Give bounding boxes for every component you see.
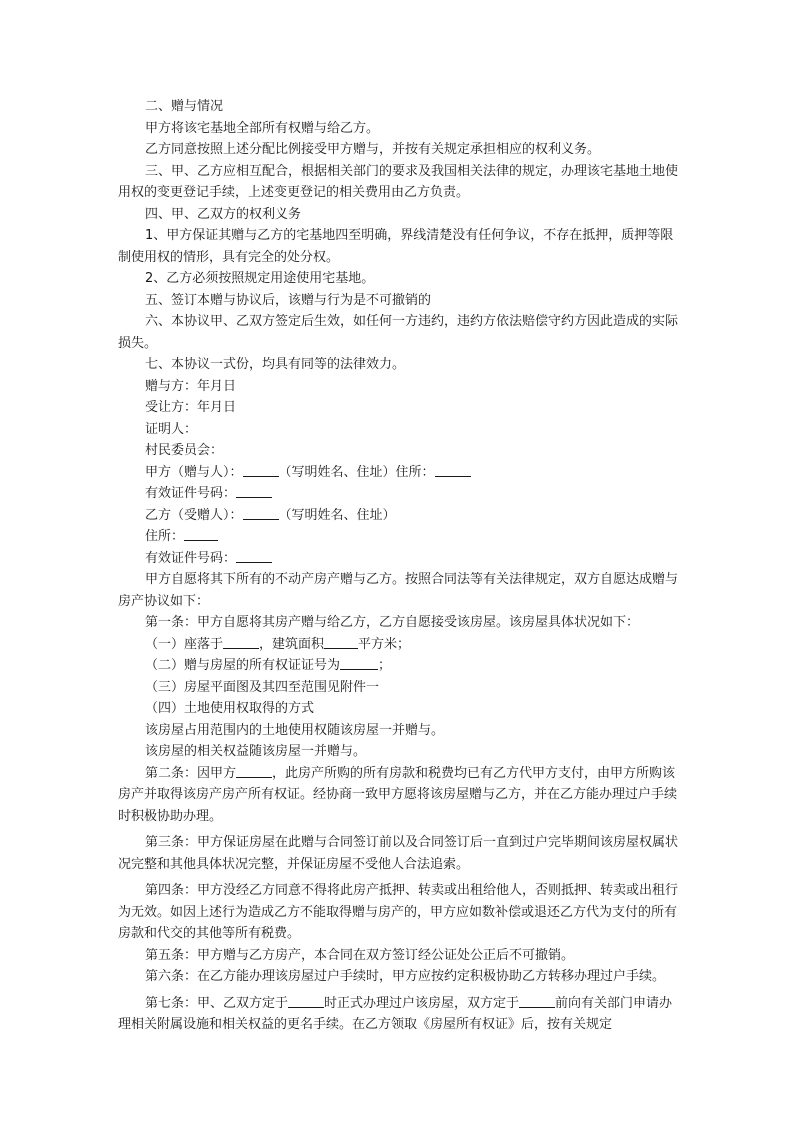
- date-blank: [288, 995, 324, 1008]
- section-heading-rights: 四、甲、乙双方的权利义务: [145, 206, 302, 222]
- article-3: 第三条：甲方保证房屋在此赠与合同签订前以及合同签订后一直到过户完毕期间该房屋权属状况完整和其他具体状况完整，并保证房屋不受他人合法追索。: [118, 835, 679, 872]
- paragraph: 甲方自愿将其下所有的不动产房产赠与乙方。按照合同法等有关法律规定，双方自愿达成赠与房产协议如下：: [118, 572, 679, 609]
- party-b-id-blank: [236, 550, 272, 563]
- paragraph: 该房屋的相关权益随该房屋一并赠与。: [145, 744, 367, 759]
- witness-line: 证明人：: [145, 421, 198, 437]
- reason-blank: [236, 765, 272, 778]
- party-b-id-line: [118, 548, 680, 570]
- article-text: 第二条：因甲方: [145, 765, 237, 781]
- paragraph: 五、签订本赠与协议后，该赠与行为是不可撤销的: [145, 292, 432, 308]
- address-label: 住所：: [145, 529, 185, 544]
- village-committee-line: 村民委员会：: [145, 443, 224, 458]
- item-label: （二）赠与房屋的所有权证证号为: [145, 658, 341, 673]
- article-7: [118, 993, 680, 1036]
- location-blank: [223, 636, 259, 649]
- article-6: 第六条：在乙方能办理该房屋过户手续时，甲方应按约定积极协助乙方转移办理过户手续。: [145, 969, 666, 984]
- party-a-id-blank: [236, 485, 272, 498]
- article-text: 前向有关部门申请办理相关附属设施和相关权益的更名手续。在乙方领取《房屋所有权证》后，按有关规定: [118, 995, 673, 1032]
- date-blank: [519, 995, 555, 1008]
- document-body: [118, 96, 680, 1036]
- article-text: ，此房产所购的所有房款和税费均已有乙方代甲方支付，由甲方所购该房产并取得该房产房产所有权证。经协商一致甲方愿将该房屋赠与乙方，并在乙方能办理过户手续时积极协助办理。: [118, 765, 678, 824]
- paragraph: 该房屋占用范围内的土地使用权随该房屋一并赠与。: [145, 722, 445, 738]
- party-a-label: 甲方（赠与人）：: [145, 464, 243, 480]
- article-1: 第一条：甲方自愿将其房产赠与给乙方，乙方自愿接受该房屋。该房屋具体状况如下：: [145, 615, 640, 630]
- article-text: 时正式办理过户该房屋，双方定于: [324, 995, 520, 1011]
- party-a-id-line: [118, 483, 680, 505]
- party-b-address-line: [118, 526, 680, 548]
- item-certificate: [118, 655, 680, 677]
- article-4: 第四条：甲方没经乙方同意不得将此房产抵押、转卖或出租给他人，否则抵押、转卖或出租行为无效。如因上述行为造成乙方不能取得赠与房产的，甲方应如数补偿或退还乙方代为支付的所有房款和代交的其他等所有税费。: [118, 883, 679, 941]
- party-b-label: 乙方（受赠人）：: [145, 507, 243, 523]
- party-b-note: （写明姓名、住址）: [278, 507, 396, 523]
- certificate-blank: [340, 657, 378, 670]
- item-label: （一）座落于: [145, 636, 224, 652]
- paragraph: 三、甲、乙方应相互配合，根据相关部门的要求及我国相关法律的规定，办理该宅基地土地使用权的变更登记手续，上述变更登记的相关费用由乙方负责。: [118, 163, 679, 200]
- signature-line-recipient: 受让方：年月日: [145, 400, 237, 415]
- id-label: 有效证件号码：: [145, 486, 237, 501]
- party-b-name-blank: [243, 507, 279, 520]
- party-a-line: [118, 462, 680, 484]
- paragraph: 六、本协议甲、乙双方签定后生效，如任何一方违约，违约方依法赔偿守约方因此造成的实际损失。: [118, 314, 679, 351]
- paragraph: 1、甲方保证其赠与乙方的宅基地四至明确，界线清楚没有任何争议，不存在抵押，质押等限制使用权的情形，具有完全的处分权。: [118, 228, 674, 265]
- item-label: 平方米；: [358, 636, 411, 652]
- item-label: ，建筑面积: [259, 636, 325, 652]
- party-a-note: （写明姓名、住址）住所：: [278, 464, 435, 480]
- signature-line-donor: 赠与方：年月日: [145, 378, 237, 394]
- item-floorplan: （三）房屋平面图及其四至范围见附件一: [145, 679, 380, 695]
- article-2: [118, 763, 680, 828]
- section-heading-gift: 二、赠与情况: [145, 99, 224, 114]
- party-b-line: [118, 505, 680, 527]
- paragraph: 乙方同意按照上述分配比例接受甲方赠与，并按有关规定承担相应的权利义务。: [145, 142, 601, 157]
- party-a-name-blank: [243, 464, 279, 477]
- article-5: 第五条：甲方赠与乙方房产，本合同在双方签订经公证处公正后不可撤销。: [145, 947, 575, 963]
- id-label: 有效证件号码：: [145, 550, 237, 566]
- article-text: 第七条：甲、乙双方定于: [145, 995, 289, 1011]
- area-blank: [324, 636, 358, 649]
- item-land-right: （四）土地使用权取得的方式: [145, 701, 315, 716]
- paragraph: 甲方将该宅基地全部所有权赠与给乙方。: [145, 120, 380, 136]
- paragraph: 七、本协议一式份，均具有同等的法律效力。: [145, 357, 406, 372]
- item-location: [118, 634, 680, 656]
- paragraph: 2、乙方必须按照规定用途使用宅基地。: [145, 271, 375, 286]
- item-label: ；: [378, 658, 392, 673]
- party-a-address-blank: [435, 464, 471, 477]
- party-b-address-blank: [184, 528, 218, 541]
